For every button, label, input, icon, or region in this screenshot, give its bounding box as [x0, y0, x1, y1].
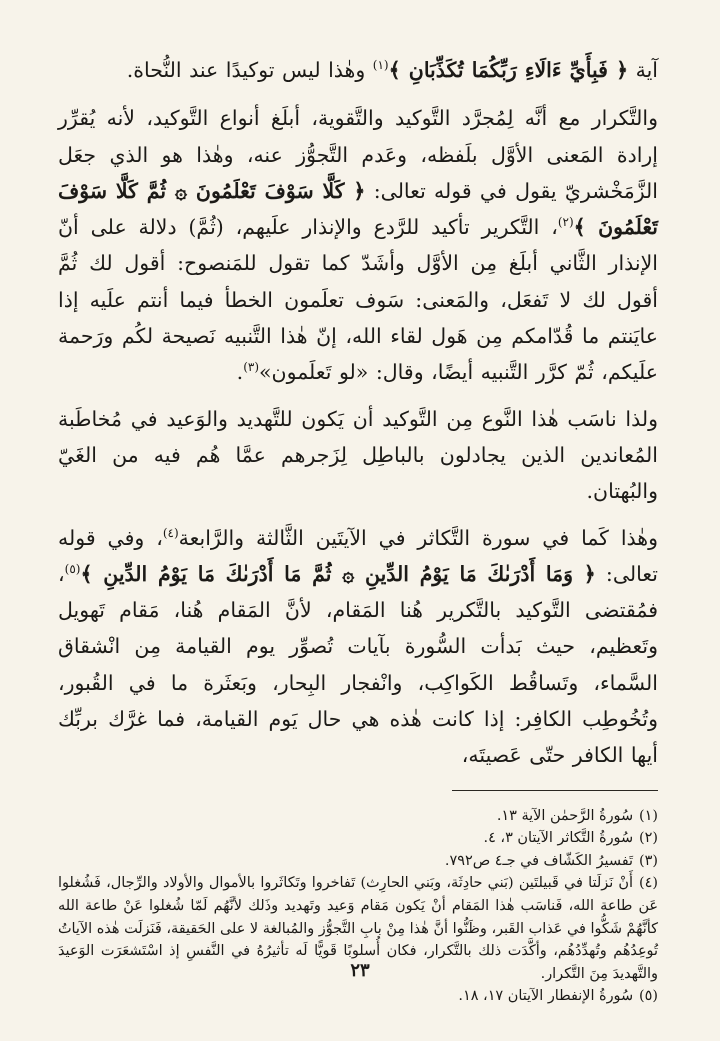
text: والتَّكرار مع أنَّه لِمُجرَّد التَّوكيد والتَّقوية، أبلَغ أنواع التَّوكيد، لأنه يُقرِّر إرادة المَعنى الأوَّل بلَفظه، وعَدم التَّجوُّز عنه، وهٰذا هو الذي جعَل الزَّمَخْشريّ يقول في قوله تعالى: [58, 106, 658, 203]
footnote-number: (٣) [639, 852, 658, 869]
paragraph-1 [58, 52, 658, 88]
text: ، التَّكرير تأكيد للرَّدع والإنذار علَيهم، (ثُمَّ) دلالة على أنّ الإنذار الثَّاني أبلَغ مِن الأوَّل وأشَدّ كما تقول للمَنصوح: أقول لك ثُمَّ أقول لك لا تَفعَل، والمَعنى: سَوف تعلَمون الخطأ فيما أنتم علَيه إذا عايَنتم ما قُدّامكم مِن هَول لقاء الله، إنّ هٰذا التَّنبيه نَصيحة لكُم ورَحمة علَيكم، ثُمّ كرَّر التَّنبيه أيضًا، وقال: «لو تَعلَمون» [58, 215, 658, 385]
footnote [58, 827, 658, 850]
footnote-number: (٤) [639, 875, 658, 892]
quran-verse: ﴿ كَلَّا سَوْفَ تَعْلَمُونَ ۞ ثُمَّ كَلَّا سَوْفَ تَعْلَمُونَ ﴾ [58, 178, 659, 240]
footnote-number: (٥) [639, 988, 658, 1005]
footnote-marker[interactable]: (٢) [557, 215, 574, 230]
footnote-number: (٢) [639, 830, 658, 847]
footnote-text: سُورةُ التَّكاثر الآيتان ٣، ٤. [483, 830, 634, 847]
footnote [58, 850, 658, 873]
footnote-text: تَفسيرُ الكَشّاف في جـ٤ ص٧٩٢. [444, 852, 634, 869]
text: وهٰذا ليس توكيدًا عند النُّحاة. [126, 58, 373, 82]
paragraph-3: ولذا ناسَب هٰذا النَّوع مِن التَّوكيد أن يَكون للتَّهديد والوَعيد في مُخاطَبة المُعاندين الذين يجادلون بالباطِل لِزَجرهم عمَّا هُم فيه من الغَيّ والبُهتان. [58, 406, 658, 504]
paragraph-4 [58, 520, 658, 774]
footnote-marker[interactable]: (١) [372, 58, 389, 73]
footnote-marker[interactable]: (٣) [243, 360, 260, 375]
text: آية [628, 58, 658, 82]
text: ، وفي قوله تعالى: [58, 525, 658, 586]
text: . [236, 360, 244, 385]
footnote [58, 985, 658, 1008]
quran-verse: ﴿ وَمَا أَدْرَىٰكَ مَا يَوْمُ الدِّينِ ۞ ثُمَّ مَا أَدْرَىٰكَ مَا يَوْمُ الدِّينِ ﴾ [80, 561, 596, 586]
footnote-separator [452, 790, 658, 791]
text: وهٰذا كَما في سورة التَّكاثر في الآيتَين الثَّالثة والرَّابعة [178, 525, 658, 550]
page-number: ٢٣ [350, 960, 370, 981]
footnote [58, 805, 658, 828]
quran-verse: ﴿ فَبِأَيِّ ءَالَاءِ رَبِّكُمَا تُكَذِّبَانِ ﴾ [388, 58, 629, 82]
footnote-marker[interactable]: (٥) [64, 562, 81, 577]
footnote-text: أَنْ نَزلَتا في قَبيلتَين (بَني حادِثَة، وبَني الحارِث) تَفاخروا وتَكاثَروا بالأموال والأولاد والرِّجال، فَشُغلوا عَن طاعة الله، فَناسَب هٰذا المَقام أنْ يَكون مَقام وَعيد وتَهديد وذَلك لأنَّهُم لَمّا شُغلوا عَنْ طاعة الله كأنَّهُمْ شَكُّوا في عَذاب القَبر، وظَنُّوا أنَّ هٰذا مِنْ بابِ التَّجوُّز والمُبالغة لا على الحَقيقة، فَنَزلَت هٰذه الآياتُ تُوعِدُهُم وتُهدِّدُهُم، وأكَّدَت ذلك بالتَّكرار، فكان أُسلوبًا قَويًّا لَه تأثيرُهُ في النَّفسِ إذ اسْتَشعَرَت الوَعيدَ والتَّهديدَ مِنَ التَّكرار. [58, 875, 658, 982]
footnote-text: سُورةُ الإنفطار الآيتان ١٧، ١٨. [458, 988, 634, 1005]
footnote-number: (١) [639, 807, 658, 824]
text: ، فمُقتضى التَّوكيد بالتَّكرير هُنا المَقام، لأنَّ المَقام هُنا، مَقام تَهويل وتَعظيم، حيث بَدأت السُّورة بآيات تُصوِّر يوم القيامة مِن انْشقاق السَّماء، وتَساقُط الكَواكِب، وانْفجار البِحار، وبَعثَرة ما في القُبور، وتُخُوطِب الكافِر: إذا كانت هٰذه هي حال يَوم القيامة، فما غرَّك بربِّك أيها الكافر حتّى عَصيتَه، [58, 561, 658, 768]
paragraph-2 [58, 100, 658, 390]
footnote-text: سُورةُ الرَّحمٰن الآية ١٣. [496, 807, 634, 824]
footnote-marker[interactable]: (٤) [162, 525, 179, 540]
